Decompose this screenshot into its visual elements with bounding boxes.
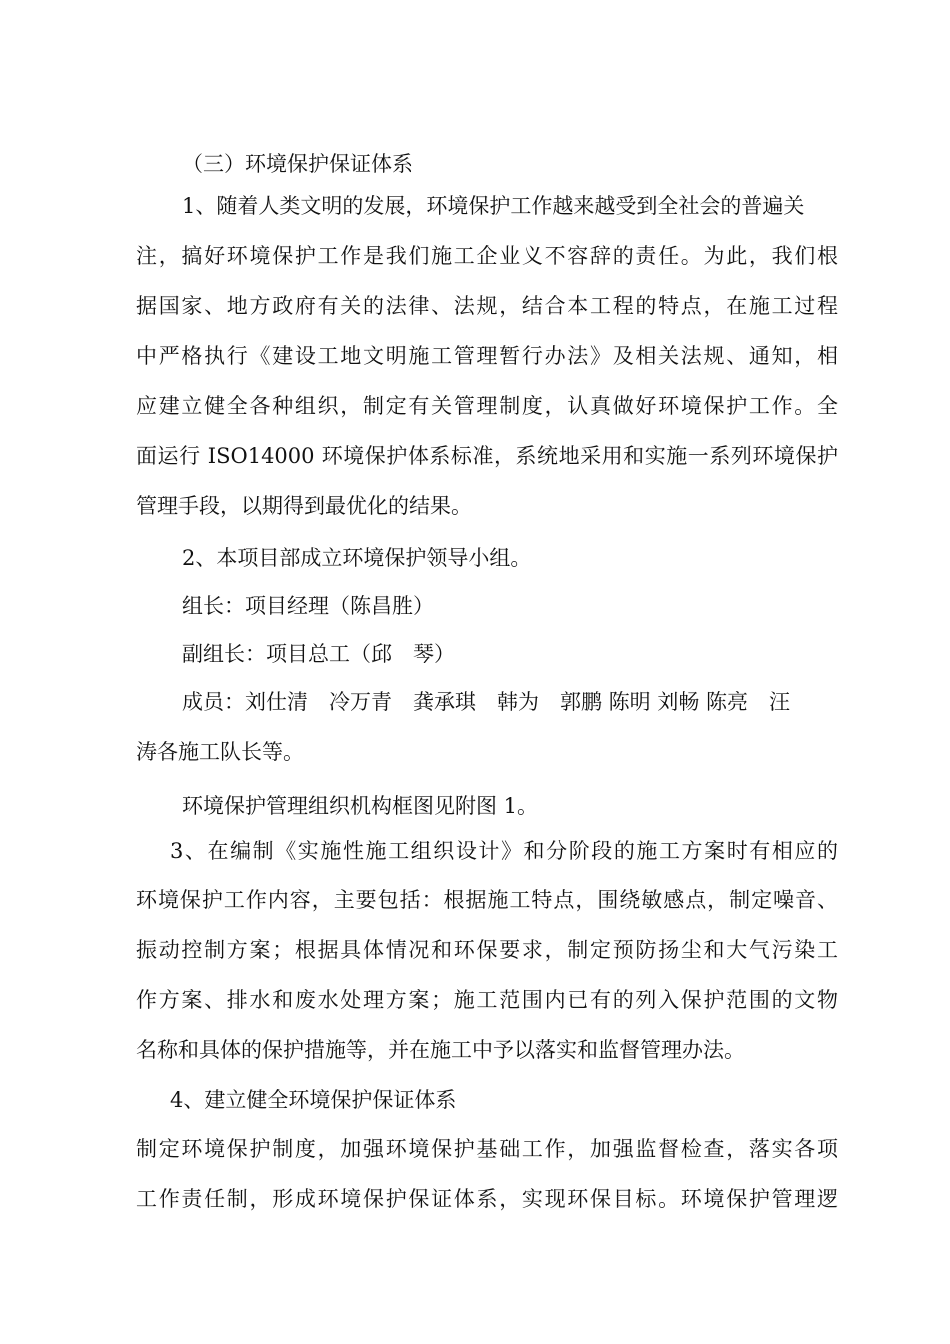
- members-line-2: 涛各施工队长等。: [136, 740, 304, 764]
- paragraph-1-line-6: 面运行 ISO14000 环境保护体系标准，系统地采用和实施一系列环境保护: [136, 444, 838, 468]
- paragraph-3-line-1: 3、在编制《实施性施工组织设计》和分阶段的施工方案时有相应的: [170, 839, 838, 863]
- paragraph-3-line-4: 作方案、排水和废水处理方案；施工范围内已有的列入保护范围的文物: [136, 988, 838, 1012]
- paragraph-1-line-5: 应建立健全各种组织，制定有关管理制度，认真做好环境保护工作。全: [136, 394, 838, 418]
- paragraph-1-line-3: 据国家、地方政府有关的法律、法规，结合本工程的特点，在施工过程: [136, 294, 838, 318]
- section-heading: （三）环境保护保证体系: [182, 152, 413, 176]
- paragraph-1-line-1: 1、随着人类文明的发展，环境保护工作越来越受到全社会的普遍关: [182, 194, 805, 218]
- org-chart-note: 环境保护管理组织机构框图见附图 1。: [182, 794, 539, 818]
- deputy-leader: 副组长：项目总工（邱 琴）: [182, 642, 455, 666]
- paragraph-5-line-1: 制定环境保护制度，加强环境保护基础工作，加强监督检查，落实各项: [136, 1137, 838, 1161]
- paragraph-3-line-2: 环境保护工作内容，主要包括：根据施工特点，围绕敏感点，制定噪音、: [136, 888, 838, 912]
- paragraph-1-line-7: 管理手段，以期得到最优化的结果。: [136, 494, 472, 518]
- paragraph-3-line-5: 名称和具体的保护措施等，并在施工中予以落实和监督管理办法。: [136, 1038, 745, 1062]
- paragraph-3-line-3: 振动控制方案；根据具体情况和环保要求，制定预防扬尘和大气污染工: [136, 938, 838, 962]
- paragraph-5-line-2: 工作责任制，形成环境保护保证体系，实现环保目标。环境保护管理逻: [136, 1187, 838, 1211]
- paragraph-1-line-2: 注，搞好环境保护工作是我们施工企业义不容辞的责任。为此，我们根: [136, 244, 838, 268]
- group-leader: 组长：项目经理（陈昌胜）: [182, 594, 434, 618]
- paragraph-4: 4、建立健全环境保护保证体系: [170, 1088, 457, 1112]
- members-line-1: 成员：刘仕清 冷万青 龚承琪 韩为 郭鹏 陈明 刘畅 陈亮 汪: [182, 690, 791, 714]
- paragraph-2: 2、本项目部成立环境保护领导小组。: [182, 546, 532, 570]
- paragraph-1-line-4: 中严格执行《建设工地文明施工管理暂行办法》及相关法规、通知，相: [136, 344, 838, 368]
